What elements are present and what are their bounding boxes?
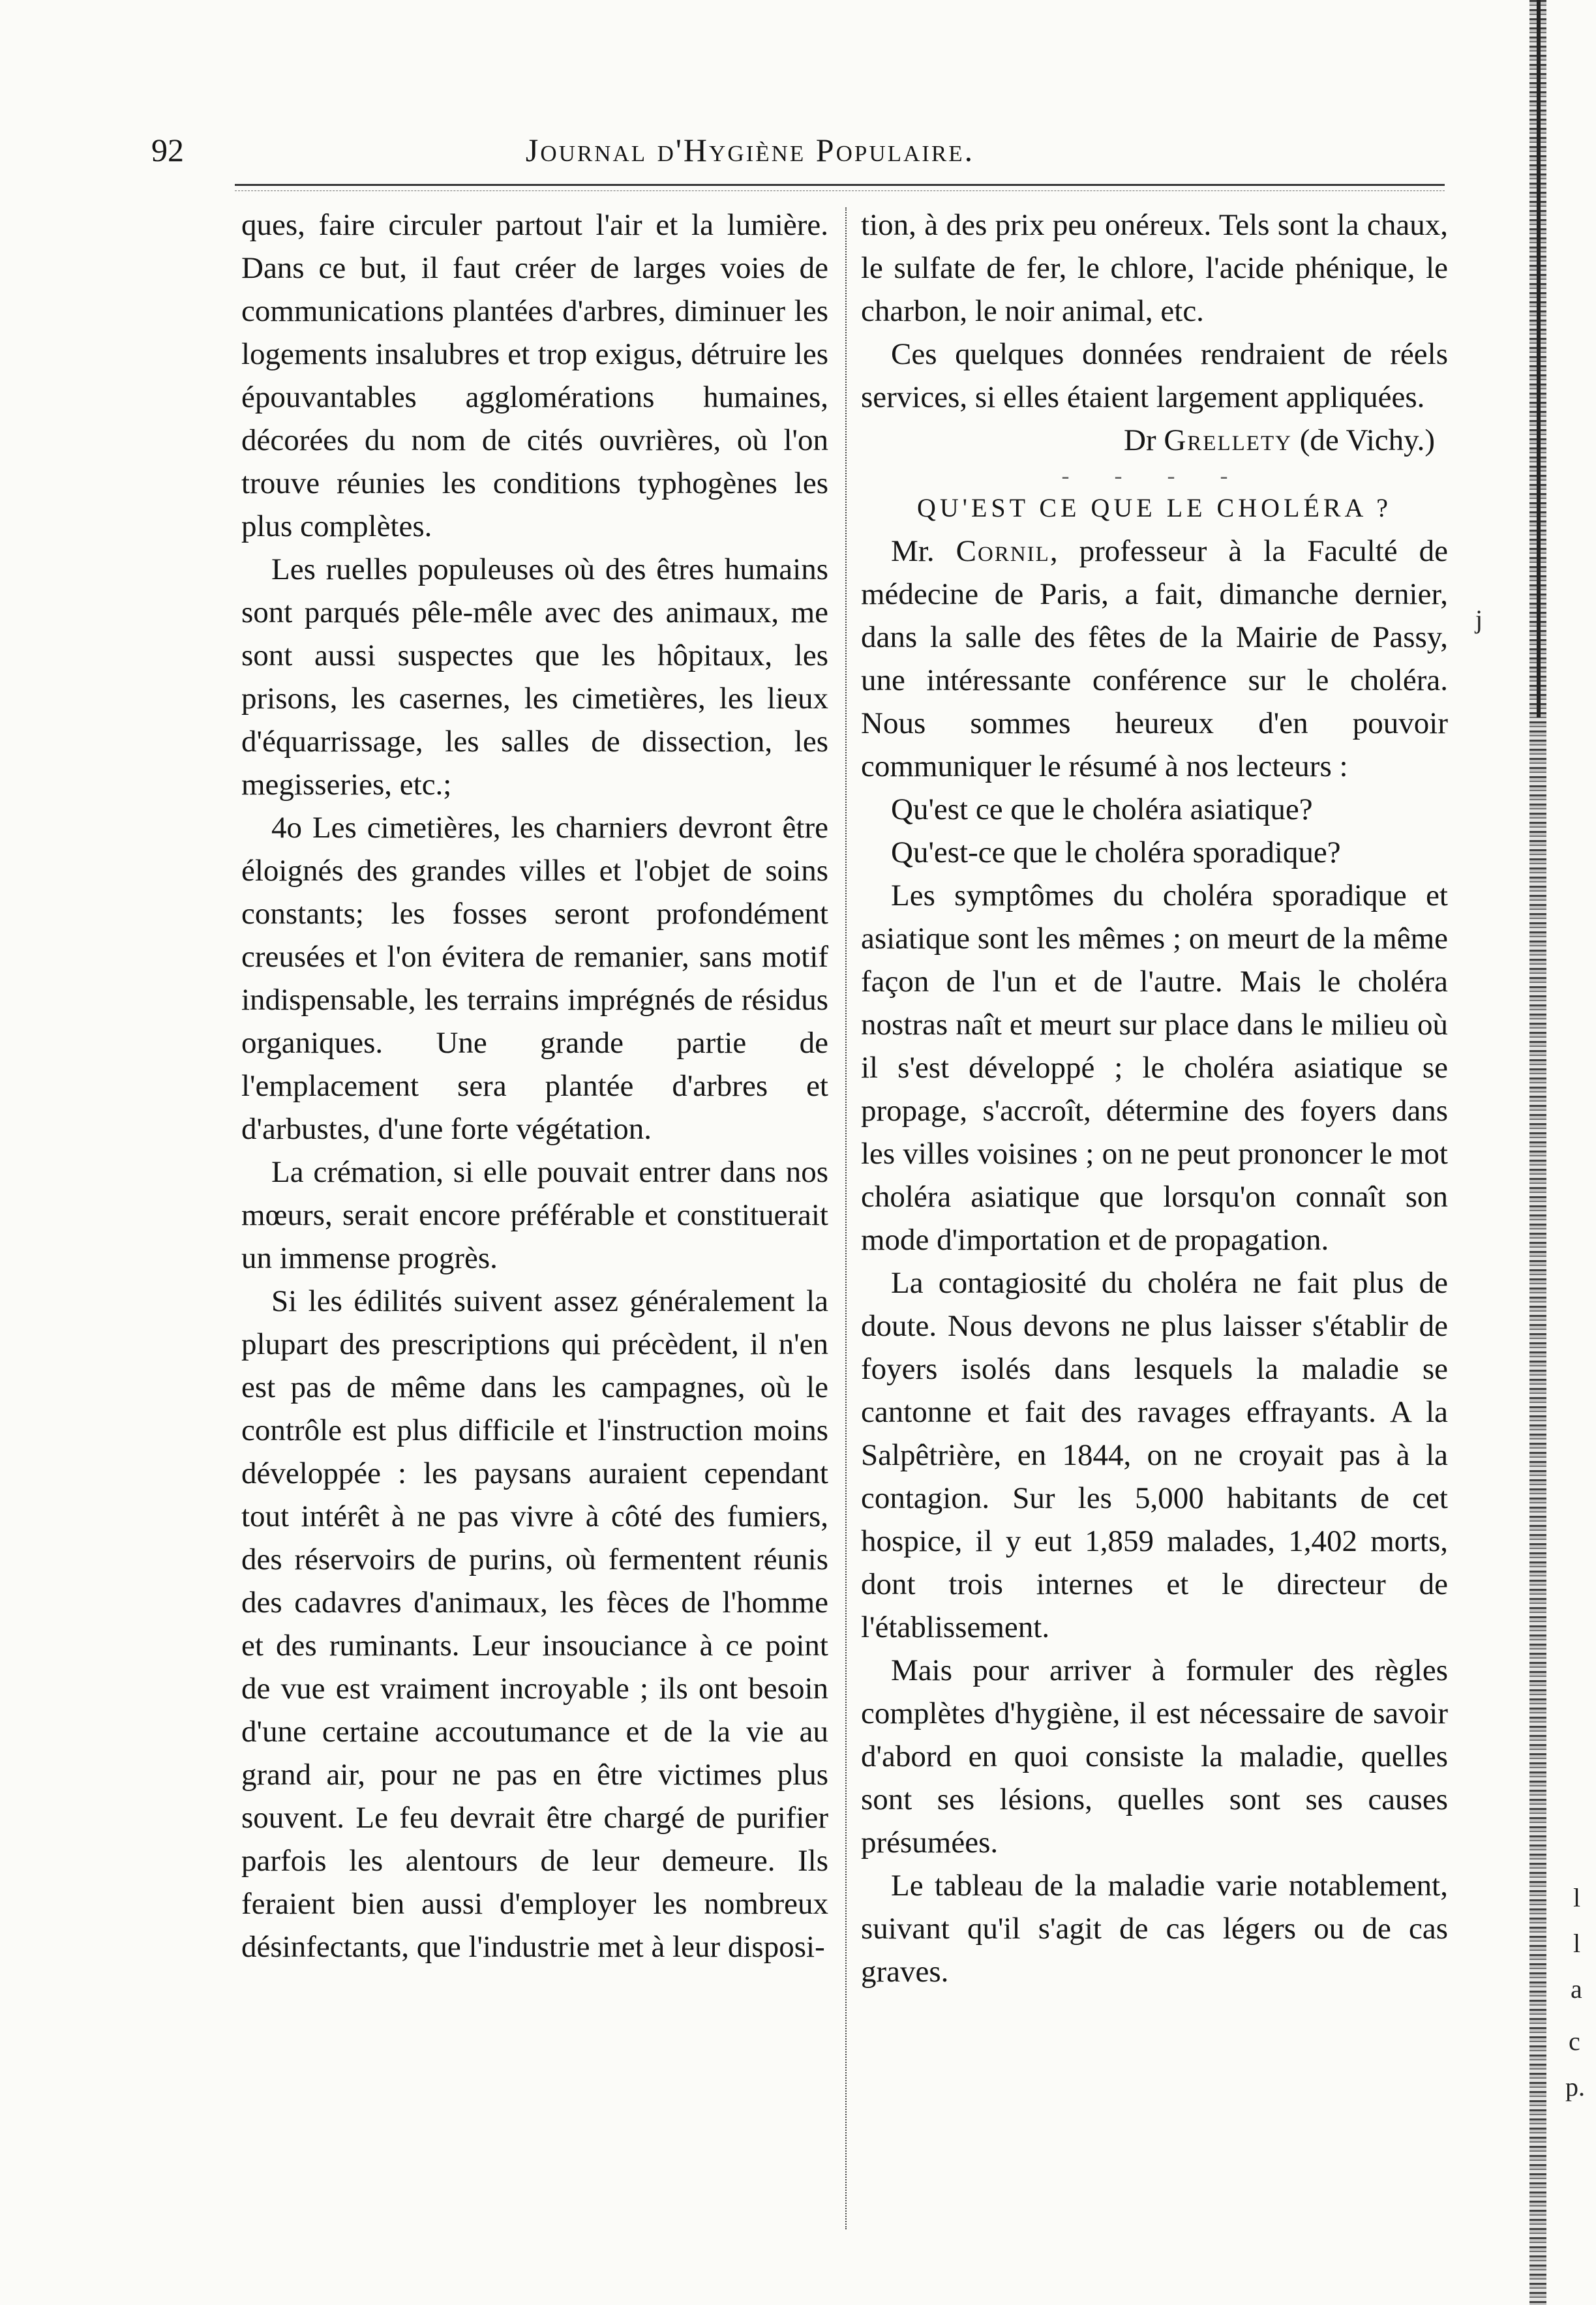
header-rule xyxy=(235,184,1445,186)
margin-fragment: p. xyxy=(1565,2072,1585,2102)
question: Qu'est-ce que le choléra sporadique? xyxy=(891,836,1341,869)
signature-prefix: Dr xyxy=(1124,423,1164,457)
binding-edge-dark xyxy=(1537,0,1541,717)
running-head: Journal d'Hygiène Populaire. xyxy=(525,132,975,168)
paragraph: La crémation, si elle pouvait entrer dans nos mœurs, serait encore préférable et constituerait un immense progrès. xyxy=(241,1155,828,1275)
intro-name: Cornil xyxy=(956,534,1050,568)
paragraph: ques, faire circuler partout l'air et la lumière. Dans ce but, il faut créer de larges voies de communications plantées d'arbres, diminuer les logements insalubres et trop exigus, détruire les épouvantables agglomérations humaines, décorées du nom de cités ouvrières, où l'on trouve réunies les conditions typhogènes les plus complètes. xyxy=(241,208,828,543)
paragraph: La contagiosité du choléra ne fait plus de doute. Nous devons ne plus laisser s'établir de foyers isolés dans lesquels la maladie se cantonne et fait des ravages effrayants. A la Salpêtrière, en 1844, on ne croyait pas à la contagion. Sur les 5,000 habitants de cet hospice, il y eut 1,859 malades, 1,402 morts, dont trois internes et le directeur de l'établissement. xyxy=(861,1266,1448,1644)
margin-fragment: c xyxy=(1569,2026,1580,2056)
paragraph: Les ruelles populeuses où des êtres humains sont parqués pêle-mêle avec des animaux, me sont aussi suspectes que les hôpitaux, les prisons, les casernes, les cimetières, les lieux d'équarrissage, les salles de dissection, les megisseries, etc.; xyxy=(241,552,828,802)
paragraph: tion, à des prix peu onéreux. Tels sont la chaux, le sulfate de fer, le chlore, l'acide phénique, le charbon, le noir animal, etc. xyxy=(861,208,1448,328)
margin-fragment: j xyxy=(1475,605,1483,634)
article-signature xyxy=(861,419,1448,462)
page-number: 92 xyxy=(151,132,184,168)
paragraph: Ces quelques données rendraient de réels services, si elles étaient largement appliquées. xyxy=(861,337,1448,414)
intro-text: , professeur à la Faculté de médecine de Paris, a fait, dimanche dernier, dans la salle des fêtes de la Mairie de Passy, une intéressante conférence sur le choléra. Nous sommes heureux d'en pouvoir communiquer le résumé à nos lecteurs : xyxy=(861,534,1448,783)
margin-fragment: a xyxy=(1571,1974,1582,2004)
paragraph: Mais pour arriver à formuler des règles complètes d'hygiène, il est nécessaire de savoir d'abord en quoi consiste la maladie, quelles sont ses lésions, quelles sont ses causes présumées. xyxy=(861,1653,1448,1860)
paragraph: Le tableau de la maladie varie notablement, suivant qu'il s'agit de cas légers ou de cas graves. xyxy=(861,1869,1448,1989)
right-column xyxy=(861,203,1448,1993)
question: Qu'est ce que le choléra asiatique? xyxy=(891,792,1313,826)
paragraph: 4o Les cimetières, les charniers devront être éloignés des grandes villes et l'objet de soins constants; les fosses seront profondément creusées et l'on évitera de remanier, sans motif indispensable, les terrains imprégnés de résidus organiques. Une grande partie de l'emplacement sera plantée d'arbres et d'arbustes, d'une forte végétation. xyxy=(241,811,828,1146)
paragraph: Si les édilités suivent assez généralement la plupart des prescriptions qui précèdent, il n'en est pas de même dans les campagnes, où le contrôle est plus difficile et l'instruction moins développée : les paysans auraient cependant tout intérêt à ne pas vivre à côté des fumiers, des réservoirs de purins, où fermentent réunis des cadavres d'animaux, les fèces de l'homme et des ruminants. Leur insouciance à ce point de vue est vraiment incroyable ; ils ont besoin d'une certaine accoutumance et de la vie au grand air, pour ne pas en être victimes plus souvent. Le feu devrait être chargé de purifier parfois les alentours de leur demeure. Ils feraient bien aussi d'employer les nombreux désinfectants, que l'industrie met à leur disposi- xyxy=(241,1284,828,1964)
paragraph xyxy=(861,530,1448,788)
left-column xyxy=(241,203,828,1968)
column-divider xyxy=(845,207,847,2229)
margin-fragment: l xyxy=(1573,1883,1581,1912)
signature-author: Grellety xyxy=(1164,423,1292,457)
margin-fragment: l xyxy=(1573,1929,1581,1958)
header-rule-dashed xyxy=(235,190,1445,191)
signature-suffix: (de Vichy.) xyxy=(1291,423,1435,457)
section-separator: - - - - xyxy=(1061,462,1248,489)
section-title: QU'EST CE QUE LE CHOLÉRA ? xyxy=(917,493,1392,522)
paragraph: Les symptômes du choléra sporadique et asiatique sont les mêmes ; on meurt de la même façon de l'un et de l'autre. Mais le choléra nostras naît et meurt sur place dans le milieu où il s'est développé ; le choléra asiatique se propage, s'accroît, détermine des foyers dans les villes voisines ; on ne peut prononcer le mot choléra asiatique que lorsqu'on connaît son mode d'importation et de propagation. xyxy=(861,879,1448,1257)
intro-prefix: Mr. xyxy=(891,534,956,568)
